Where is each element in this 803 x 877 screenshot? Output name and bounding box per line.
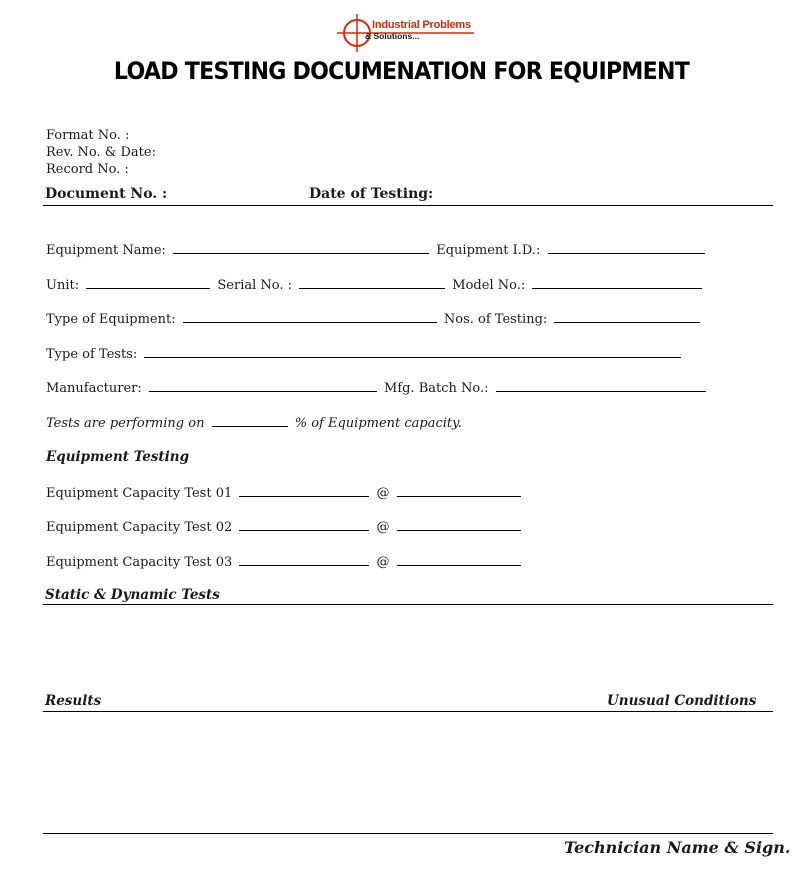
capacity-test-row [46,484,524,501]
format-no-label: Format No. : [46,128,130,143]
at-symbol: @ [376,486,390,501]
type-equipment-row [46,310,703,327]
capacity-test-label: Equipment Capacity Test 03 [46,555,233,570]
model-no-label: Model No.: [452,278,526,293]
equipment-id-field[interactable] [548,241,705,254]
equipment-testing-heading: Equipment Testing [46,449,190,465]
type-of-tests-label: Type of Tests: [46,347,138,362]
record-no-label: Record No. : [46,162,129,177]
model-no-field[interactable] [532,276,702,289]
type-of-equipment-field[interactable] [183,310,437,323]
unit-row [46,276,705,293]
page-title: LOAD TESTING DOCUMENATION FOR EQUIPMENT [113,57,690,85]
nos-of-testing-field[interactable] [554,310,700,323]
capacity-note [46,414,462,431]
static-dynamic-heading: Static & Dynamic Tests [45,587,220,603]
nos-of-testing-label: Nos. of Testing: [443,312,548,327]
at-symbol: @ [376,520,390,535]
manufacturer-row [46,379,709,396]
equipment-id-label: Equipment I.D.: [436,243,541,258]
capacity-test-value-field[interactable] [239,553,369,566]
capacity-test-value-field[interactable] [239,518,369,531]
rev-no-label: Rev. No. & Date: [46,145,156,160]
capacity-test-label: Equipment Capacity Test 02 [46,520,233,535]
capacity-test-row [46,518,524,535]
technician-signature-label: Technician Name & Sign. [564,838,791,857]
equipment-name-field[interactable] [173,241,429,254]
logo-text-secondary: & Solutions... [365,31,420,41]
type-tests-row [46,345,684,362]
equipment-name-label: Equipment Name: [46,243,166,258]
static-dynamic-divider [43,604,773,605]
capacity-test-row [46,553,524,570]
results-divider [43,711,773,712]
equipment-row [46,241,708,258]
mfg-batch-no-label: Mfg. Batch No.: [384,381,489,396]
signature-line [43,833,773,834]
capacity-test-condition-field[interactable] [397,553,521,566]
manufacturer-label: Manufacturer: [46,381,142,396]
serial-no-field[interactable] [299,276,445,289]
capacity-test-label: Equipment Capacity Test 01 [46,486,233,501]
document-no-label: Document No. : [45,186,168,202]
capacity-test-value-field[interactable] [239,484,369,497]
unusual-conditions-heading: Unusual Conditions [607,693,757,709]
at-symbol: @ [376,555,390,570]
results-heading: Results [45,693,102,709]
manufacturer-field[interactable] [149,379,377,392]
capacity-test-condition-field[interactable] [397,484,521,497]
type-of-equipment-label: Type of Equipment: [46,312,176,327]
date-of-testing-label: Date of Testing: [309,186,434,202]
type-of-tests-field[interactable] [144,345,681,358]
unit-field[interactable] [86,276,210,289]
serial-no-label: Serial No. : [217,278,293,293]
unit-label: Unit: [46,278,80,293]
mfg-batch-no-field[interactable] [496,379,706,392]
capacity-test-condition-field[interactable] [397,518,521,531]
capacity-note-suffix: % of Equipment capacity. [294,416,462,431]
capacity-percent-field[interactable] [212,414,288,427]
header-divider [43,205,773,206]
logo-text-primary: Industrial Problems [372,19,471,31]
capacity-note-prefix: Tests are performing on [46,416,205,431]
